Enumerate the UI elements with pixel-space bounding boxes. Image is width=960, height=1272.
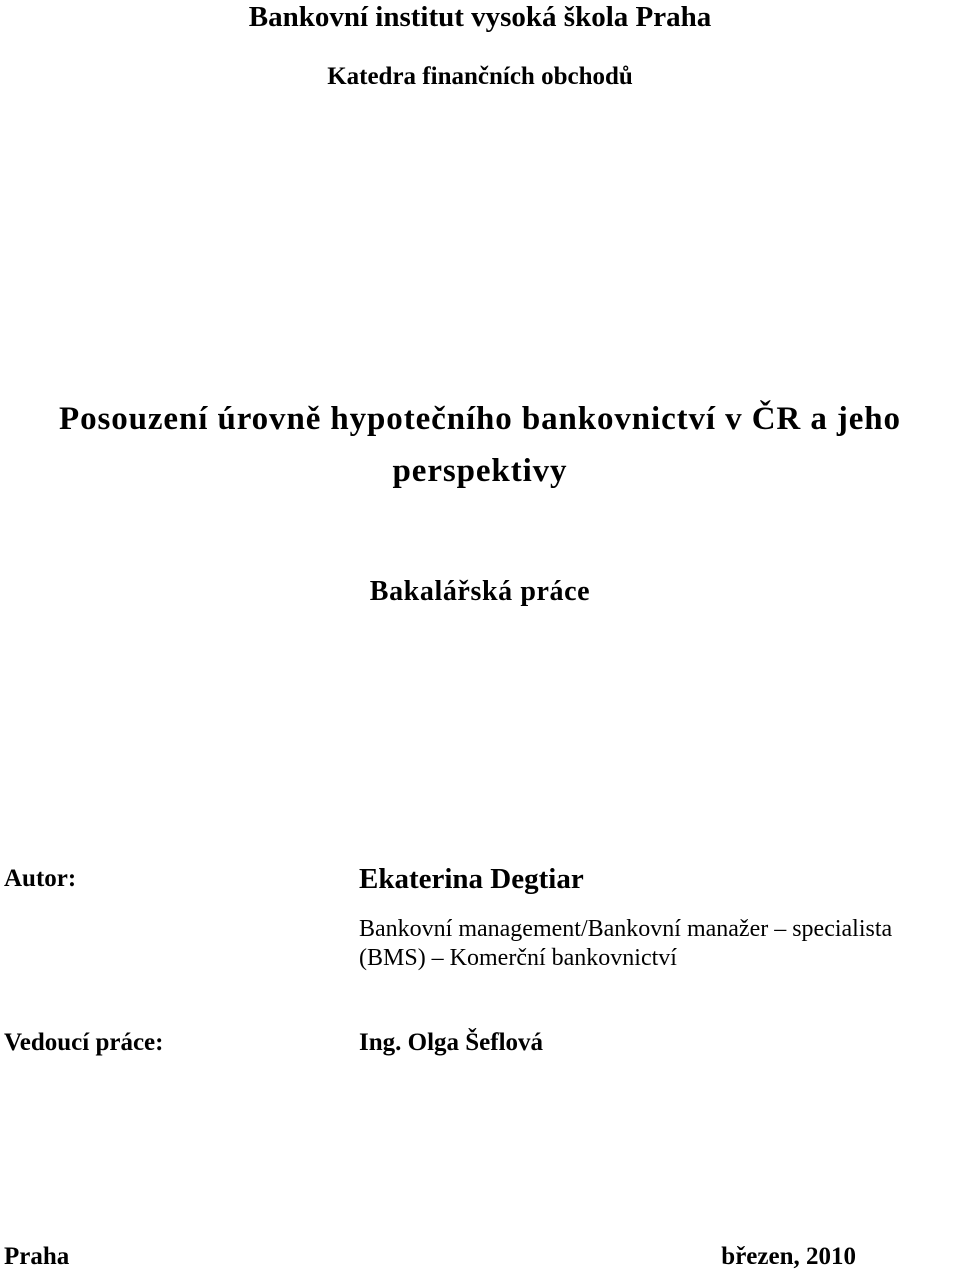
- department-name: Katedra finančních obchodů: [327, 63, 633, 90]
- study-program: [359, 915, 892, 973]
- study-program-line-2: (BMS) – Komerční bankovnictví: [359, 945, 677, 971]
- city: Praha: [4, 1243, 70, 1270]
- date: březen, 2010: [721, 1243, 856, 1270]
- author-name: Ekaterina Degtiar: [359, 863, 584, 895]
- author-label: Autor:: [4, 865, 77, 892]
- thesis-title: [0, 393, 960, 497]
- institution-name: Bankovní institut vysoká škola Praha: [248, 1, 712, 33]
- thesis-title-line-2: perspektivy: [392, 453, 568, 489]
- supervisor-label: Vedoucí práce:: [4, 1029, 164, 1056]
- study-program-line-1: Bankovní management/Bankovní manažer – specialista: [359, 916, 893, 942]
- thesis-type: Bakalářská práce: [369, 576, 591, 607]
- thesis-title-line-1: Posouzení úrovně hypotečního bankovnictví v ČR a jeho: [59, 401, 901, 437]
- supervisor-name: Ing. Olga Šeflová: [359, 1029, 544, 1056]
